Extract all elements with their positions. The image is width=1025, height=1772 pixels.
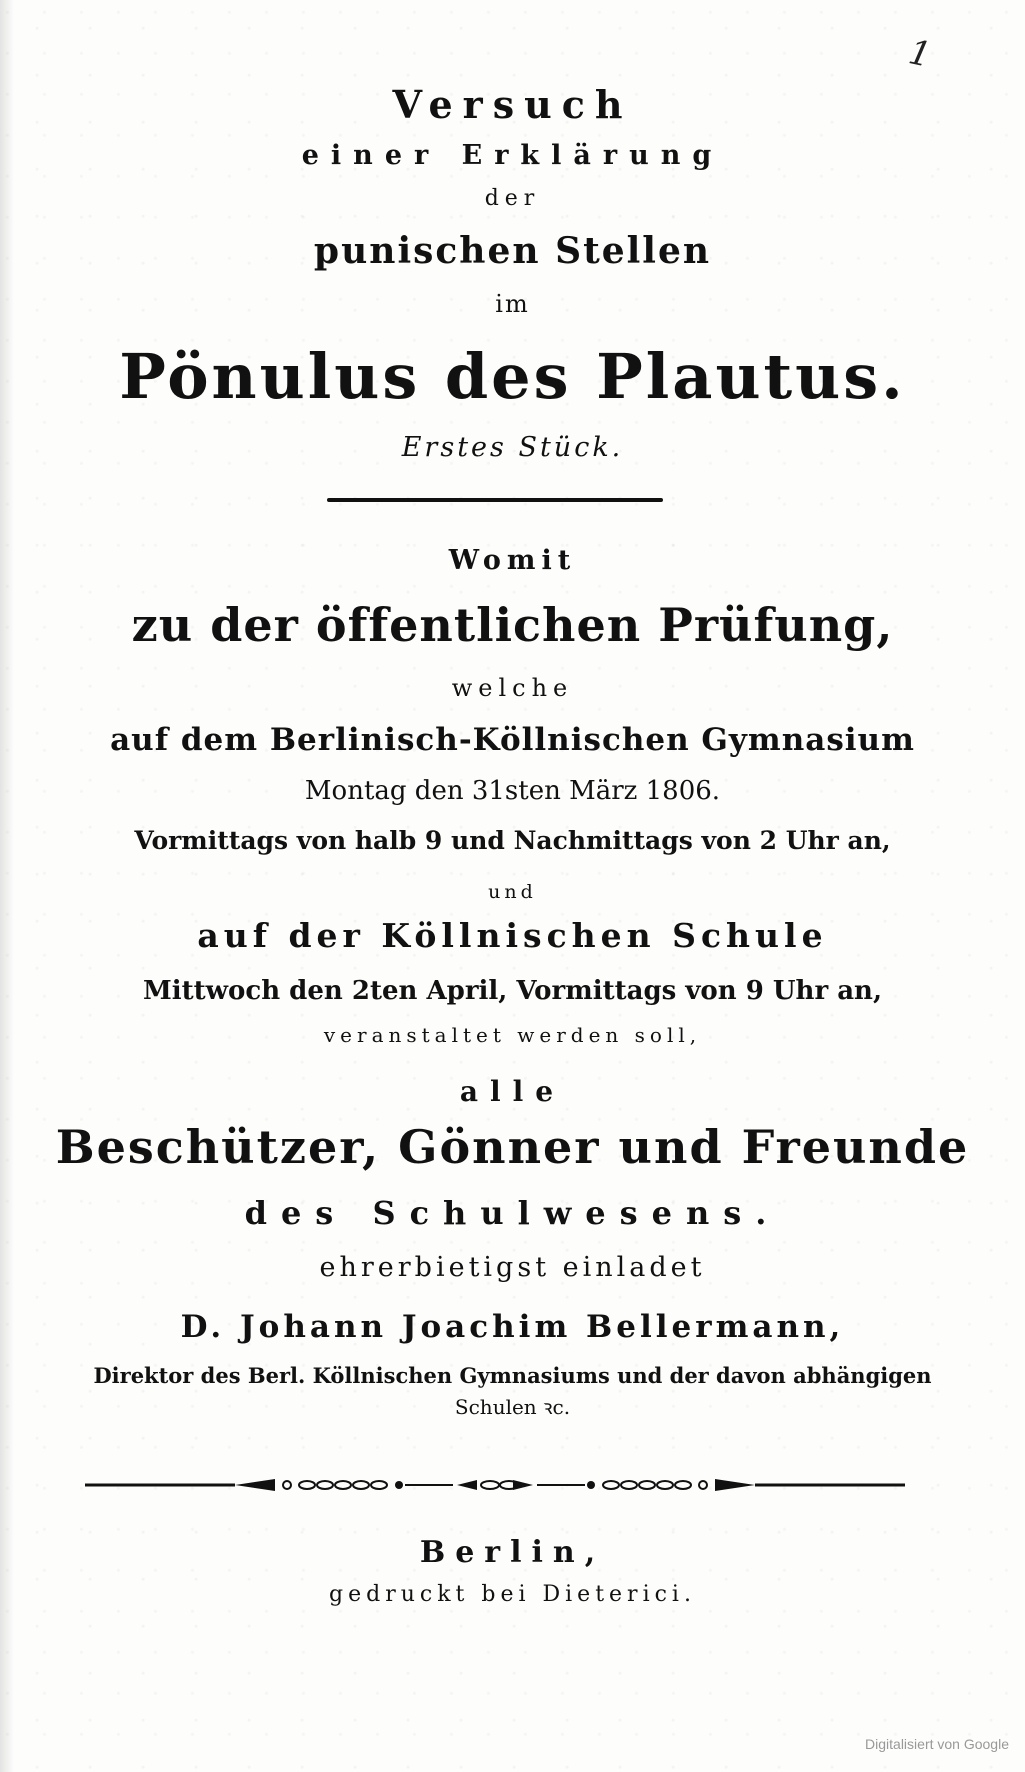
invitation-womit: Womit bbox=[448, 545, 577, 576]
invitation-date-montag: Montag den 31sten März 1806. bbox=[304, 776, 721, 806]
author-name: D. Johann Joachim Bellermann, bbox=[180, 1309, 845, 1345]
invitation-veranstaltet: veranstaltet werden soll, bbox=[323, 1023, 702, 1047]
invitation-date-mittwoch: Mittwoch den 2ten April, Vormittags von 9 Uhr an, bbox=[143, 976, 882, 1006]
title-versuch: Versuch bbox=[392, 82, 633, 127]
title-punischen-stellen: punischen Stellen bbox=[313, 230, 712, 272]
author-title-continued: Schulen ꝛc. bbox=[454, 1395, 571, 1419]
ornamental-divider bbox=[85, 1470, 905, 1500]
title-divider-rule bbox=[327, 498, 663, 502]
invitation-und: und bbox=[488, 881, 537, 903]
invitation-time-1: Vormittags von halb 9 und Nachmittags von 2 Uhr an, bbox=[134, 826, 891, 855]
invitation-des-schulwesens: des Schulwesens. bbox=[244, 1194, 781, 1232]
invitation-beschuetzer: Beschützer, Gönner und Freunde bbox=[55, 1120, 970, 1174]
invitation-welche: welche bbox=[451, 674, 574, 702]
author-title: Direktor des Berl. Köllnischen Gymnasiums und der davon abhängigen bbox=[93, 1363, 932, 1388]
invitation-schule: auf der Köllnischen Schule bbox=[197, 916, 828, 955]
invitation-gymnasium: auf dem Berlinisch-Köllnischen Gymnasium bbox=[110, 722, 915, 758]
title-erstes-stueck: Erstes Stück. bbox=[401, 432, 624, 463]
invitation-ehrerbietigst: ehrerbietigst einladet bbox=[319, 1252, 706, 1283]
title-poenulus: Pönulus des Plautus. bbox=[119, 340, 906, 413]
imprint-printer: gedruckt bei Dieterici. bbox=[329, 1582, 696, 1607]
title-der: der bbox=[484, 186, 541, 211]
imprint-place: Berlin, bbox=[419, 1535, 606, 1570]
page-number: 1 bbox=[905, 32, 935, 76]
digitization-watermark: Digitalisiert von Google bbox=[865, 1736, 1009, 1752]
invitation-zu-der-pruefung: zu der öffentlichen Prüfung, bbox=[131, 598, 894, 652]
title-im: im bbox=[495, 290, 530, 318]
title-einer-erklaerung: einer Erklärung bbox=[301, 140, 724, 171]
invitation-alle: alle bbox=[459, 1075, 566, 1108]
